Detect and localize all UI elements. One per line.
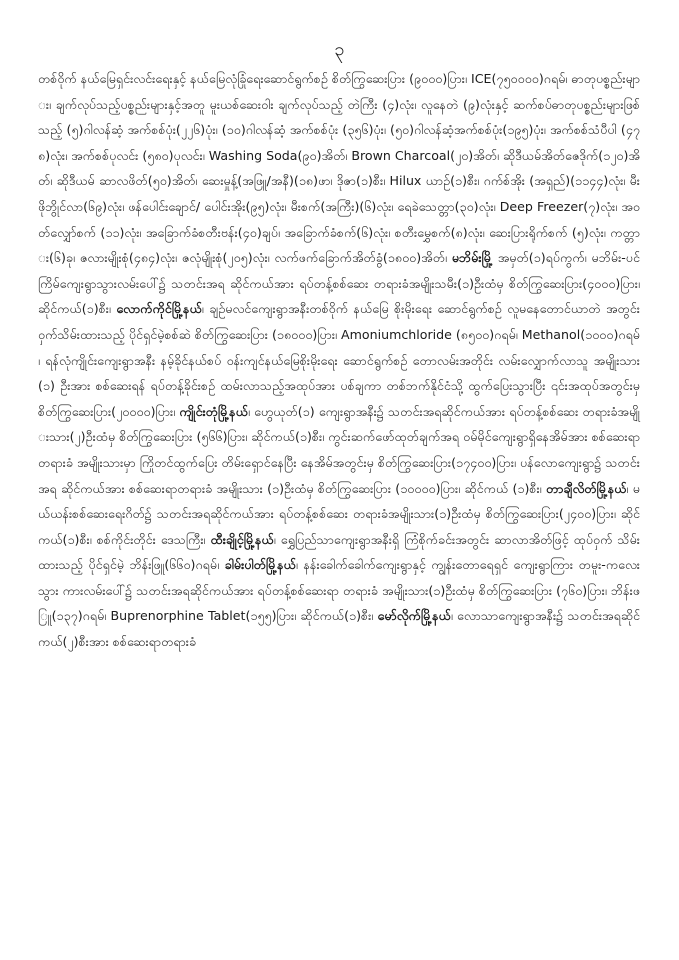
text-segment: တစ်ဝိုက် နယ်မြေရှင်းလင်းရေးနှင့် နယ်မြေလုံခြုံရေးဆောင်ရွက်စဉ် စိတ်ကြွဆေးပြား (၉၀၀၀)ပြား၊ ICE(၇၅၀၀၀၀)ဂရမ်၊ ဓာတုပစ္စည်းများ၊ ချက်လုပ်သည့်ပစ္စည်းများနှင့်အတူ မူးယစ်ဆေးဝါး ချက်လုပ်သည့် တဲကြီး (၄)လုံး၊ လူနေတဲ (၉)လုံးနှင့် ဆက်စပ်ဓာတုပစ္စည်းများဖြစ်သည့် (၅)ဂါလန်ဆံ့ အက်စစ်ပုံး(၂၂၆)ပုံး၊ (၁၀)ဂါလန်ဆံ့ အက်စစ်ပုံး (၃၅၆)ပုံး၊ (၅၀)ဂါလန်ဆံ့အက်စစ်ပုံး(၁၉၅)ပုံး၊ အက်စစ်သံပီပါ (၄၇၈)လုံး၊ အက်စစ်ပုလင်း (၅၈၀)ပုလင်း၊ Washing Soda(၉၀)အိတ်၊ Brown Charcoal(၂၀)အိတ်၊ ဆိုဒီယမ်အိတ်ဇေဒိုက်(၁၂၀)အိတ်၊ ဆိုဒီယမ် ဆာလဖိတ်(၅၀)အိတ်၊ ဆေးမှုန့်(အဖြူ/အနီ)(၁၈)ဖာ၊ ဒိုဇာ(၁)စီး၊ Hilux ယာဉ်(၁)စီး၊ ဂက်စ်အိုး (အရှည်)(၁၁၄၄)လုံး၊ မီးဖိုဘွိုင်လာ(၆၉)လုံး၊ ဖန်ပေါင်းချောင်/ ပေါင်းအိုး(၉၅)လုံး၊ မီးစက်(အကြီး)(၆)လုံး၊ ရေခဲသေတ္တာ(၃၀)လုံး၊ Deep Freezer(၇)လုံး၊ အဝတ်လျှော်စက် (၁၁)လုံး၊ အခြောက်ခံစတီးဗန်း(၄၀)ချပ်၊ အခြောက်ခံစက်(၆)လုံး၊ စတီးမွှေစက်(၈)လုံး၊ ဆေးပြားရိုက်စက် (၅)လုံး၊ ကတ္တား(၆)ခု၊ ဇလားမျိုးစုံ(၄၈၄)လုံး၊ ဇလုံမျိုးစုံ(၂၀၅)လုံး၊ လက်ဖက်ခြောက်အိတ်ခွံ(၁၈၀၀)အိတ်၊ <box>38 71 640 266</box>
township-name: လောက်ကိုင်မြို့နယ် <box>116 301 202 317</box>
page-number: ၃ <box>334 39 345 60</box>
body-paragraph <box>38 66 640 655</box>
township-name: မော်လိုက်မြို့နယ် <box>377 608 451 624</box>
text-segment: ၊ ရွှေပြည်သာကျေးရွာအနီးရှိ ကြံစိုက်ခင်းအတွင်း ဆာလာအိတ်ဖြင့် ထုပ်ဝှက် သိမ်းထားသည့် ပိုင်ရှင်မဲ့ ဘိန်းဖြူ(၆၆၀)ဂရမ်၊ <box>38 531 640 573</box>
text-segment: အမှတ်(၁)ရပ်ကွက်၊ မဘိမ်း-ပင်ကြိမ်ကျေးရွာသွားလမ်းပေါ်၌ သတင်းအရ ဆိုင်ကယ်အား ရပ်တန့်စစ်ဆေး တရားခံအမျိုးသမီး(၁)ဦးထံမှ စိတ်ကြွဆေးပြား(၄၀၀၀)ပြား၊ ဆိုင်ကယ်(၁)စီး၊ <box>38 250 640 317</box>
text-segment: ၊ မယ်ယန်းစစ်ဆေးရေးဂိတ်၌ သတင်းအရဆိုင်ကယ်အား ရပ်တန့်စစ်ဆေး တရားခံအမျိုးသား(၁)ဦးထံမှ စိတ်ကြွဆေးပြား(၂၄၀၀)ပြား၊ ဆိုင်ကယ်(၁)စီး၊ စစ်ကိုင်းတိုင်း ဒေသကြီး၊ <box>38 480 640 547</box>
township-name: ထီးချိုင့်မြို့နယ် <box>210 531 274 547</box>
text-segment: ၊ ချဉ်မလင်ကျေးရွာအနီးတစ်ဝိုက် နယ်မြေ စိုးမိုးရေး ဆောင်ရွက်စဉ် လူမနေတောင်ယာတဲ အတွင်း ဝှက်သိမ်းထားသည့် ပိုင်ရှင်မဲ့စစ်ဆဲ စိတ်ကြွဆေးပြား (၁၈၀၀၀)ပြား၊ Amoniumchloride (၈၅၀၀)ဂရမ်၊ Methanol(၁၀၀၀)ဂရမ်၊ ရန်လုံကျိုင်းကျေးရွာအနီး နမ့်ခိုင်နယ်စပ် ဝန်းကျင်နယ်မြေစိုးမိုးရေး ဆောင်ရွက်စဉ် တောလမ်းအတိုင်း လမ်းလျှောက်လာသူ အမျိုးသား (၁) ဦးအား စစ်ဆေးရန် ရပ်တန့်ခိုင်းစဉ် ထမ်းလာသည့်အထုပ်အား ပစ်ချကာ တစ်ဘက်နိုင်ငံသို့ ထွက်ပြေးသွားပြီး ၎င်းအထုပ်အတွင်းမှ စိတ်ကြွဆေးပြား(၂၀၀၀၀)ပြား၊ <box>38 301 640 419</box>
township-name: ကျိုင်းတုံမြို့နယ် <box>179 403 248 419</box>
township-name: မဘိမ်းမြို့ <box>451 250 493 266</box>
text-segment: ၊ လောသာကျေးရွာအနီး၌ သတင်းအရဆိုင်ကယ်(၂)စီးအား စစ်ဆေးရာတရားခံ <box>38 608 640 650</box>
text-segment: ၊ နန်းခေါက်ခေါက်ကျေးရွာနှင့် ကျွန်းတောရေရှင် ကျေးရွာကြား တမူး-ကလေးသွား ကားလမ်းပေါ်၌ သတင်းအရဆိုင်ကယ်အား ရပ်တန့်စစ်ဆေးရာ တရားခံ အမျိုးသား(၁)ဦးထံမှ စိတ်ကြွဆေးပြား (၇၆၀)ပြား၊ ဘိန်းဖြူ(၁၃၇)ဂရမ်၊ Buprenorphine Tablet(၁၅၅)ပြား၊ ဆိုင်ကယ်(၁)စီး၊ <box>38 557 640 624</box>
text-segment: ၊ ဟွေယုတ်(၁) ကျေးရွာအနီး၌ သတင်းအရဆိုင်ကယ်အား ရပ်တန့်စစ်ဆေး တရားခံအမျိုးသား(၂)ဦးထံမှ စိတ်ကြွဆေးပြား (၅၆၆)ပြား၊ ဆိုင်ကယ်(၁)စီး၊ ကွင်းဆက်ဖော်ထုတ်ချက်အရ ဝမ်မိုင်ကျေးရွာရှိနေအိမ်အား စစ်ဆေးရာတရားခံ အမျိုးသားမှာ ကြိုတင်ထွက်ပြေး တိမ်းရှောင်နေပြီး နေအိမ်အတွင်းမှ စိတ်ကြွဆေးပြား(၁၇၄၀၀)ပြား၊ ပန်လောကျေးရွာ၌ သတင်းအရ ဆိုင်ကယ်အား စစ်ဆေးရာတရားခံ အမျိုးသား (၁)ဦးထံမှ စိတ်ကြွဆေးပြား (၁၀၀၀၀)ပြား၊ ဆိုင်ကယ် (၁)စီး၊ <box>38 403 640 496</box>
township-name: ခါမ်းပါတ်မြို့နယ် <box>224 557 296 573</box>
township-name: တာချီလိတ်မြို့နယ် <box>545 480 627 496</box>
